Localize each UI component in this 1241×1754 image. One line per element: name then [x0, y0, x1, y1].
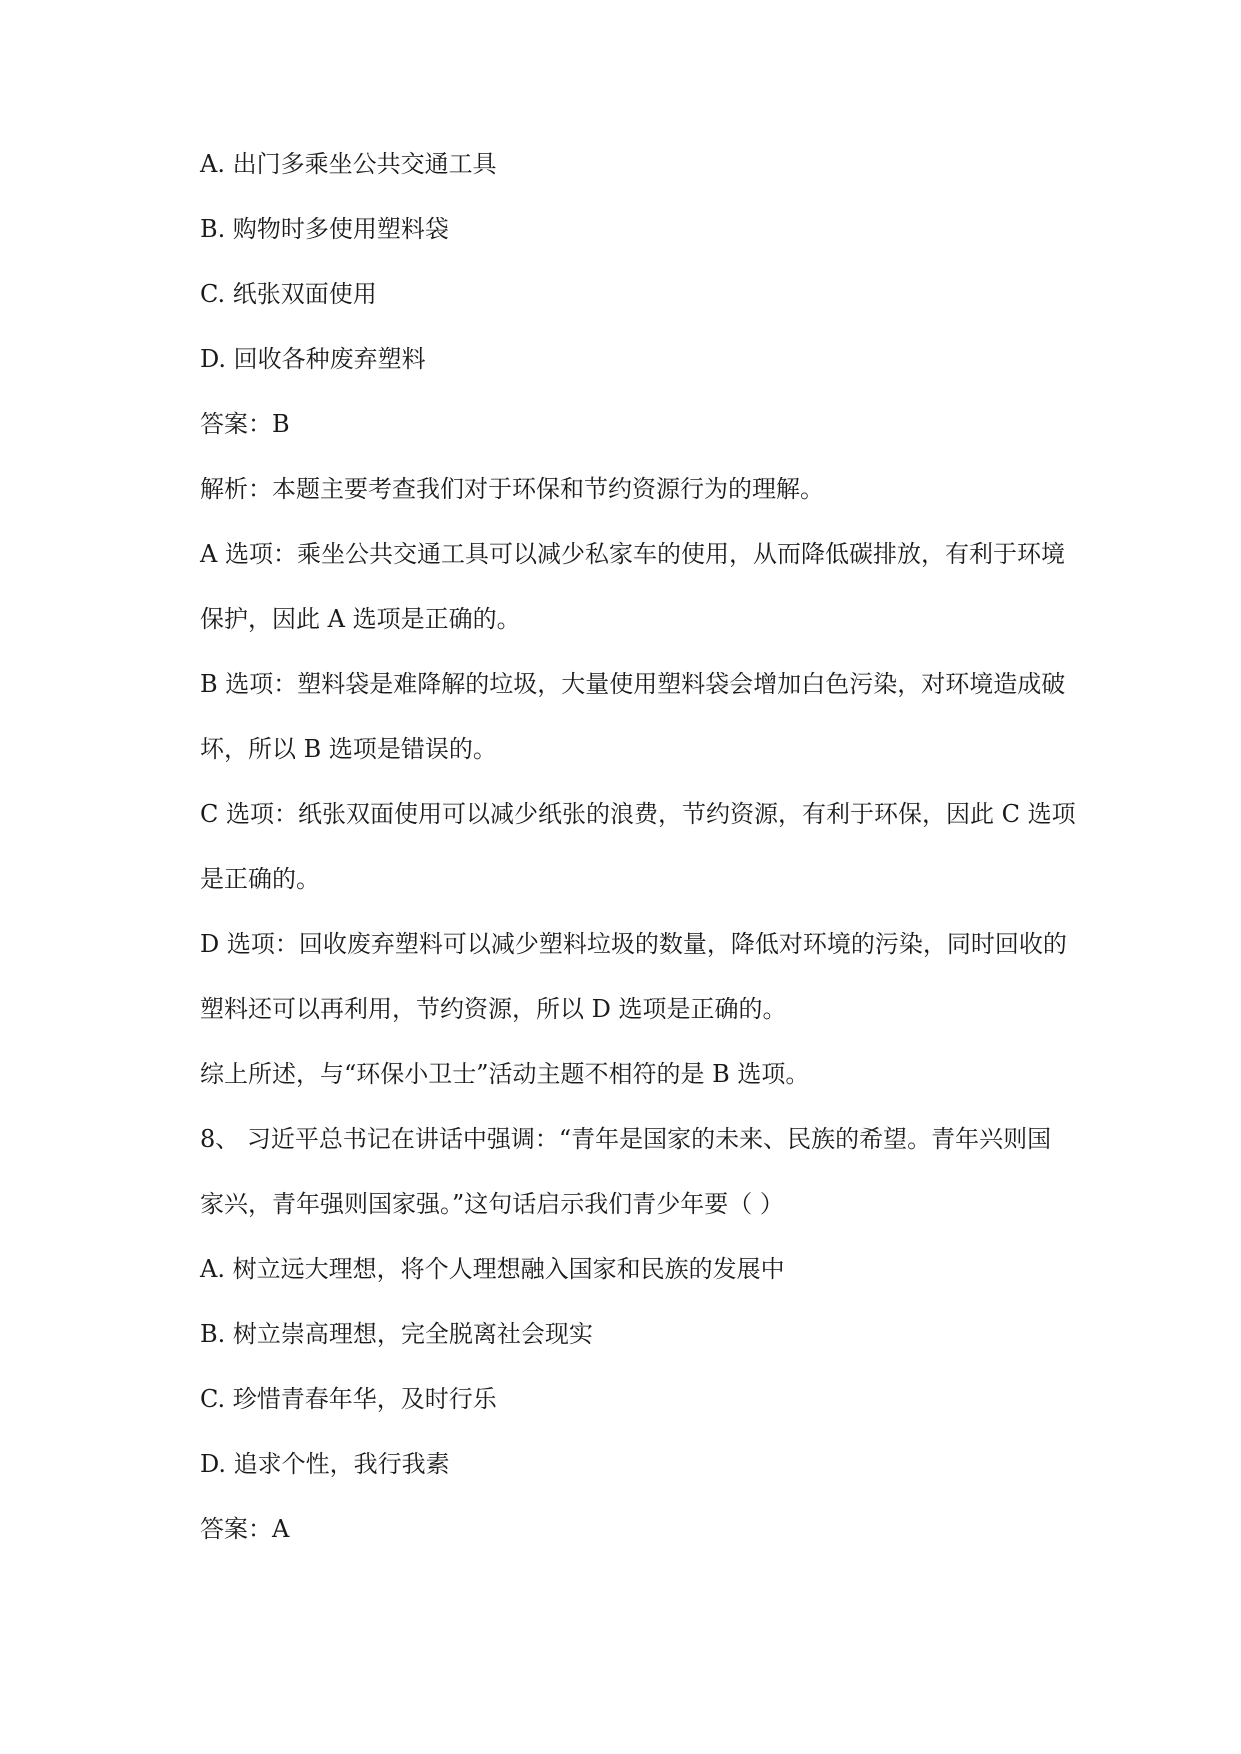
q7-analysis-line: C 选项：纸张双面使用可以减少纸张的浪费，节约资源，有利于环保，因此 C 选项	[200, 800, 1076, 828]
q7-analysis-line: B 选项：塑料袋是难降解的垃圾，大量使用塑料袋会增加白色污染，对环境造成破	[200, 670, 1066, 698]
q8-question-line: 家兴，青年强则国家强。”这句话启示我们青少年要（ ）	[200, 1190, 784, 1218]
q7-option-c: C. 纸张双面使用	[200, 280, 377, 308]
q8-option-a: A. 树立远大理想，将个人理想融入国家和民族的发展中	[200, 1255, 785, 1283]
q7-analysis-line: D 选项：回收废弃塑料可以减少塑料垃圾的数量，降低对环境的污染，同时回收的	[200, 930, 1067, 958]
q7-analysis-line: 保护，因此 A 选项是正确的。	[200, 605, 521, 633]
q8-option-b: B. 树立崇高理想，完全脱离社会现实	[200, 1320, 593, 1348]
q7-analysis-line: 解析：本题主要考查我们对于环保和节约资源行为的理解。	[200, 475, 824, 503]
q8-option-d: D. 追求个性，我行我素	[200, 1450, 450, 1478]
q8-option-c: C. 珍惜青春年华，及时行乐	[200, 1385, 497, 1413]
q7-option-b: B. 购物时多使用塑料袋	[200, 215, 449, 243]
q7-analysis-line: A 选项：乘坐公共交通工具可以减少私家车的使用，从而降低碳排放，有利于环境	[200, 540, 1065, 568]
q8-question-line: 8、 习近平总书记在讲话中强调：“青年是国家的未来、民族的希望。青年兴则国	[200, 1125, 1052, 1153]
q7-conclusion: 综上所述，与“环保小卫士”活动主题不相符的是 B 选项。	[200, 1060, 810, 1088]
q7-analysis-line: 塑料还可以再利用，节约资源，所以 D 选项是正确的。	[200, 995, 787, 1023]
q7-option-d: D. 回收各种废弃塑料	[200, 345, 426, 373]
q7-option-a: A. 出门多乘坐公共交通工具	[200, 150, 497, 178]
q7-analysis-line: 坏，所以 B 选项是错误的。	[200, 735, 497, 763]
q8-answer: 答案：A	[200, 1515, 290, 1543]
q7-analysis-line: 是正确的。	[200, 865, 320, 893]
q7-answer: 答案：B	[200, 410, 290, 438]
